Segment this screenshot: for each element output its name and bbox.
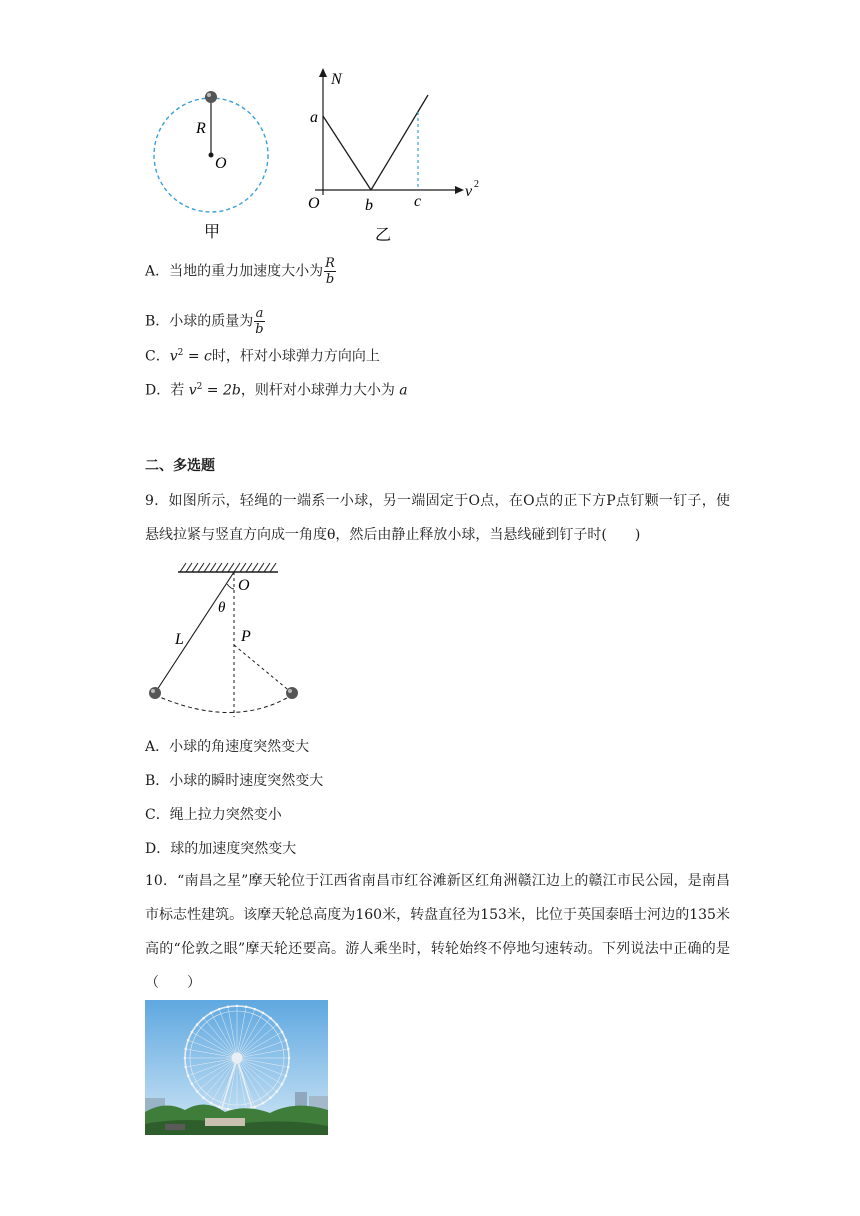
ball-highlight (207, 93, 211, 97)
gondola (236, 1005, 239, 1008)
graph-line-right (371, 95, 428, 190)
q9-option-a[interactable]: A．小球的角速度突然变大 (145, 739, 310, 755)
x-axis-arrow (455, 186, 464, 194)
gondola (262, 1012, 265, 1015)
gondola (184, 1048, 187, 1051)
ferris-wheel-illustration (145, 1000, 328, 1135)
label-O-origin: O (308, 195, 320, 212)
q8-option-b-text: B．小球的质量为 (145, 313, 254, 330)
section-title: 二、多选题 (145, 458, 215, 474)
gondola (262, 1102, 265, 1105)
swing-arc (155, 695, 292, 713)
gondola (281, 1031, 284, 1034)
label-v-exp: 2 (474, 179, 479, 190)
ceiling-hatching (180, 563, 276, 572)
gondola (184, 1057, 187, 1060)
gondola (196, 1090, 199, 1093)
figure-jia (154, 91, 268, 241)
gondola (218, 1008, 221, 1011)
q9-option-c[interactable]: C．绳上拉力突然变小 (145, 807, 282, 823)
string-L (155, 572, 234, 693)
graph-line-left (323, 116, 371, 190)
gondola (253, 1008, 256, 1011)
caption-jia: 甲 (204, 224, 221, 241)
q8-option-c[interactable]: C．$v^2 = c$时，杆对小球弹力方向向上 (145, 348, 380, 365)
label-theta: θ (218, 600, 226, 616)
figure-pendulum (145, 560, 305, 725)
gondola (218, 1106, 221, 1109)
label-O: O (238, 577, 250, 594)
q9-option-d[interactable]: D．球的加速度突然变大 (145, 841, 297, 857)
q9-option-b[interactable]: B．小球的瞬时速度突然变大 (145, 773, 324, 789)
gondola (276, 1090, 279, 1093)
gondola (202, 1017, 205, 1020)
gondola (184, 1066, 187, 1069)
fraction-R-over-b: $\frac{R}{b}$ (325, 256, 335, 287)
gondola (276, 1023, 279, 1026)
gondola (281, 1083, 284, 1086)
caption-yi: 乙 (375, 227, 392, 244)
ball-right (286, 687, 298, 699)
center-point (209, 153, 214, 158)
q9-stem: 9．如图所示，轻绳的一端系一小球，另一端固定于O点，在O点的正下方P点钉颗一钉子，使悬线拉紧与竖直方向成一角度θ，然后由静止释放小球，当悬线碰到钉子时( ) (145, 493, 730, 543)
figure-jia-yi (140, 60, 500, 250)
fraction-a-over-b: $\frac{a}{b}$ (255, 306, 264, 337)
gondola (191, 1031, 194, 1034)
gondola (245, 1005, 248, 1008)
ball-left (149, 687, 161, 699)
ball (205, 91, 217, 103)
label-O: O (215, 155, 227, 172)
ferris-wheel-photo (145, 1000, 328, 1135)
q10-stem: 10．“南昌之星”摩天轮位于江西省南昌市红谷滩新区红角洲赣江边上的赣江市民公园，是南昌市标志性建筑。该摩天轮总高度为160米，转盘直径为153米，比位于英国泰晤士河边的135米高的“伦敦之眼”摩天轮还要高。游人乘坐时，转轮始终不停地匀速转动。下列说法中正确的是（ ） (145, 873, 730, 991)
theta-arc (227, 584, 234, 589)
gondola (187, 1039, 190, 1042)
label-c: c (414, 193, 422, 210)
label-N: N (331, 71, 342, 88)
q8-option-a-text: A．当地的重力加速度大小为 (145, 263, 324, 280)
gondola (227, 1108, 230, 1111)
q8-option-a[interactable] (145, 256, 337, 287)
q8-option-d[interactable]: D．若 $v^2 = 2b$，则杆对小球弹力大小为 a (145, 382, 408, 399)
label-P: P (241, 628, 251, 645)
gondola (187, 1074, 190, 1077)
label-L: L (175, 631, 184, 648)
gondola (269, 1017, 272, 1020)
gondola (269, 1097, 272, 1100)
label-v: v (465, 183, 473, 200)
gondola (287, 1066, 290, 1069)
string-after-peg (234, 645, 292, 693)
gondola (287, 1048, 290, 1051)
gondola (196, 1023, 199, 1026)
label-R: R (196, 120, 206, 137)
y-axis-arrow (319, 68, 327, 77)
gondola (191, 1083, 194, 1086)
figure-yi (308, 68, 479, 244)
label-a: a (310, 109, 318, 126)
gondola (285, 1039, 288, 1042)
gondola (285, 1074, 288, 1077)
gondola (227, 1005, 230, 1008)
q8-option-b[interactable] (145, 306, 266, 337)
gondola (202, 1097, 205, 1100)
label-b: b (365, 197, 373, 214)
gondola (210, 1012, 213, 1015)
gondola (253, 1106, 256, 1109)
gondola (288, 1057, 291, 1060)
gondola (210, 1102, 213, 1105)
